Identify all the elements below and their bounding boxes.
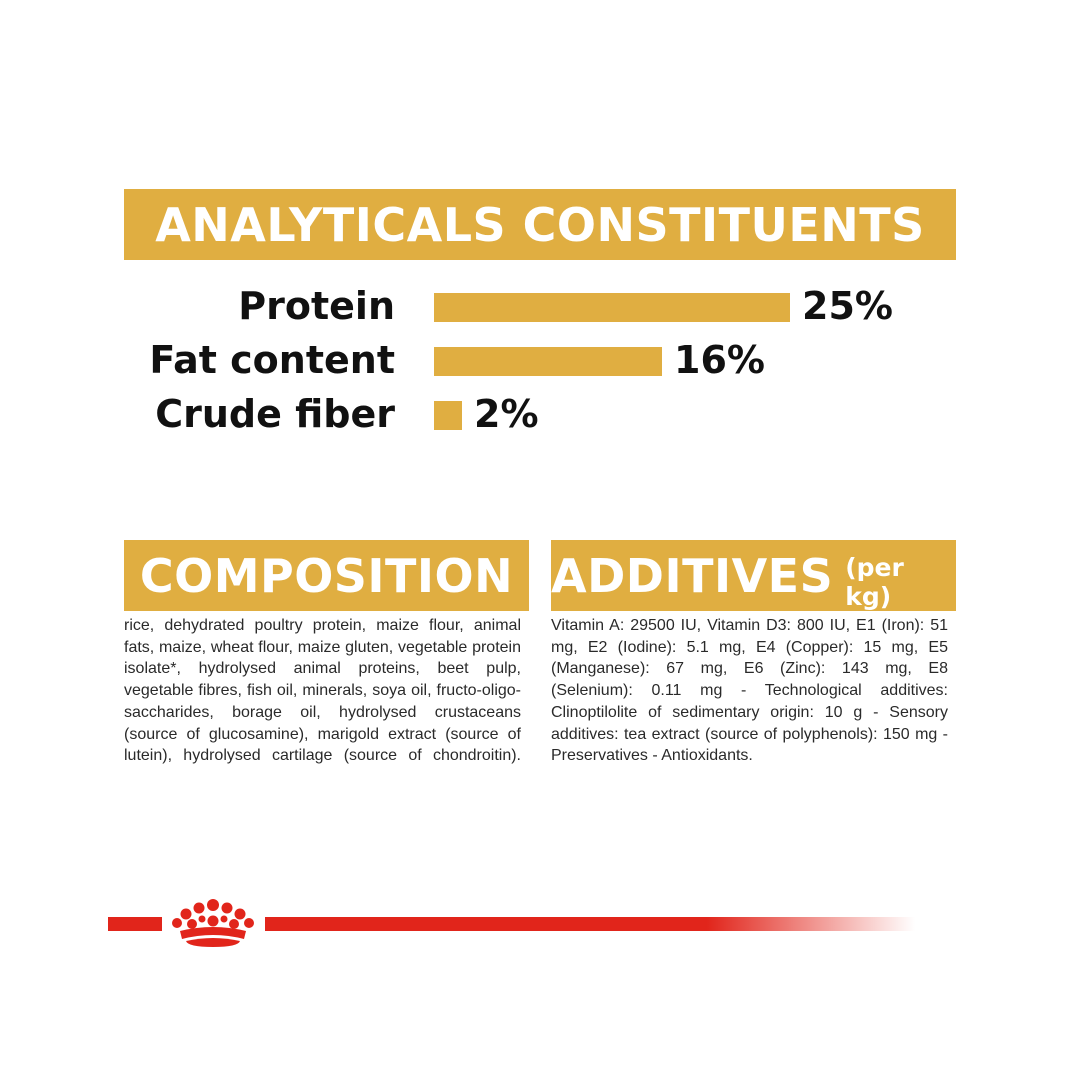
additives-heading bbox=[551, 540, 956, 611]
fat-content-value: 16% bbox=[674, 338, 765, 382]
crude-fiber-label: Crude fiber bbox=[155, 392, 395, 436]
additives-text: Vitamin A: 29500 IU, Vitamin D3: 800 IU, E1 (Iron): 51 mg, E2 (Iodine): 5.1 mg, E4 (Copper): 15 mg, E5 (Manganese): 67 mg, E6 (Zinc): 143 mg, E8 (Selenium): 0.11 mg - Technological additives: Clinoptilolite of sedimentary origin: 10 g - Sensory additives: tea extract (source of polyphenols): 150 mg - Preservatives - Antioxidants. bbox=[551, 617, 948, 765]
composition-heading bbox=[124, 540, 529, 611]
protein-bar bbox=[434, 293, 790, 322]
composition-heading-text: COMPOSITION bbox=[139, 548, 514, 603]
analytics-heading bbox=[124, 189, 956, 260]
additives-heading-suffix: (per kg) bbox=[845, 552, 904, 611]
crude-fiber-bar bbox=[434, 401, 462, 430]
footer-line-right bbox=[265, 917, 915, 931]
crude-fiber-value: 2% bbox=[474, 392, 539, 436]
protein-label: Protein bbox=[238, 284, 395, 328]
additives-heading-text: ADDITIVES bbox=[551, 548, 834, 603]
fat-content-label: Fat content bbox=[149, 338, 395, 382]
composition-text: rice, dehydrated poultry protein, maize flour, animal fats, maize, wheat flour, maize gluten, vegetable protein isolate*, hydrolysed animal proteins, beet pulp, vegetable fibres, fish oil, minerals, soya oil, fructo-oligo-saccharides, borage oil, hydrolysed crustaceans (source of glucosamine), marigold extract (source of lutein), hydrolysed cartilage (source of chondroitin). bbox=[124, 617, 521, 765]
fat-content-bar bbox=[434, 347, 662, 376]
analytics-heading-text: ANALYTICALS CONSTITUENTS bbox=[155, 197, 925, 252]
crown-icon bbox=[166, 897, 260, 949]
footer-line-left bbox=[108, 917, 162, 931]
protein-value: 25% bbox=[802, 284, 893, 328]
